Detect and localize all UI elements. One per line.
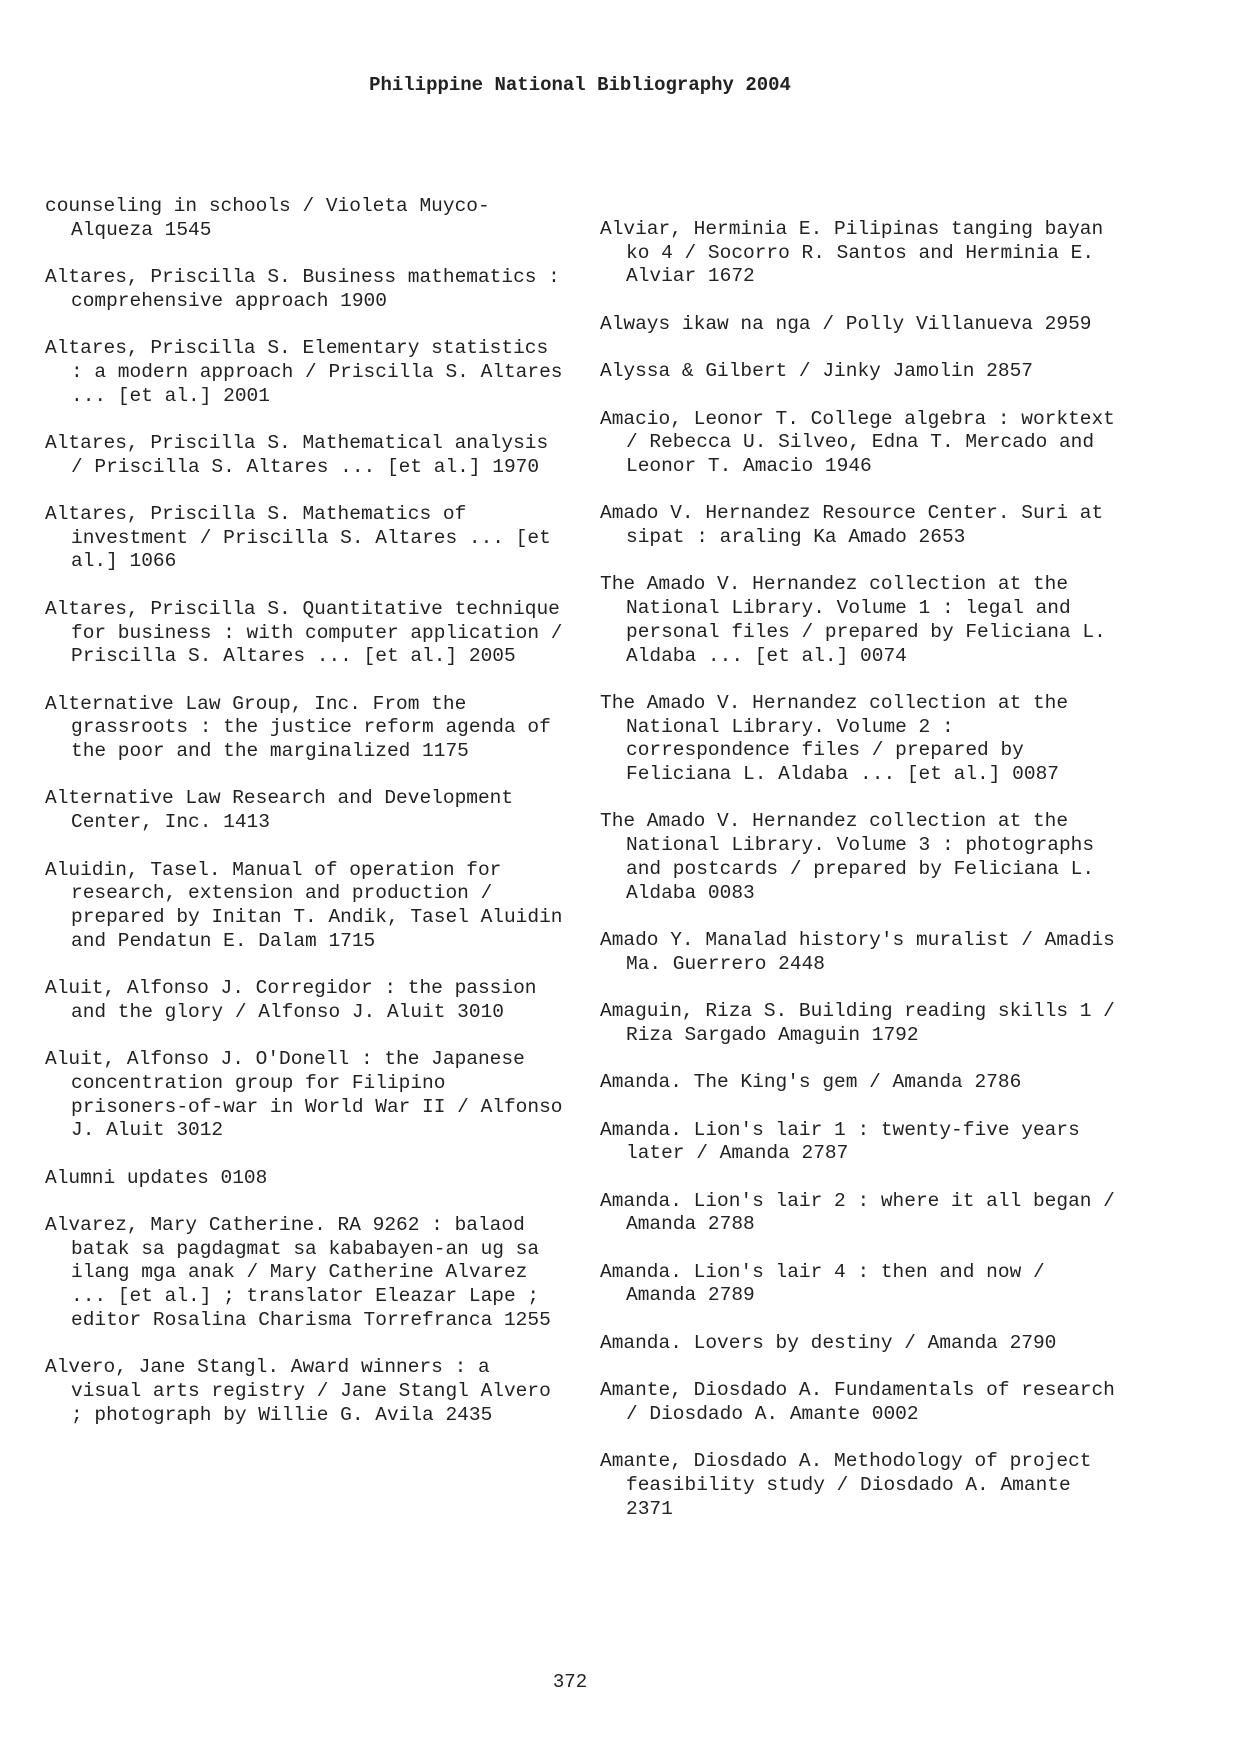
bibliography-entry: Aluidin, Tasel. Manual of operation for research, extension and production / prepared by Initan T. Andik, Tasel Aluidin and Pendatun E. Dalam 1715 bbox=[45, 858, 563, 952]
bibliography-entry: Altares, Priscilla S. Elementary statistics : a modern approach / Priscilla S. Altares ... [et al.] 2001 bbox=[45, 337, 563, 407]
bibliography-entry: Amanda. The King's gem / Amanda 2786 bbox=[600, 1071, 1022, 1094]
bibliography-entry: Alvero, Jane Stangl. Award winners : a visual arts registry / Jane Stangl Alvero ; photograph by Willie G. Avila 2435 bbox=[45, 1356, 551, 1426]
bibliography-entry: Amanda. Lion's lair 2 : where it all began / Amanda 2788 bbox=[600, 1189, 1115, 1236]
bibliography-entry: Amado V. Hernandez Resource Center. Suri at sipat : araling Ka Amado 2653 bbox=[600, 502, 1104, 549]
right-column bbox=[600, 195, 1120, 1545]
bibliography-entry: Altares, Priscilla S. Quantitative technique for business : with computer application / Priscilla S. Altares ... [et al.] 2005 bbox=[45, 597, 563, 668]
bibliography-entry: The Amado V. Hernandez collection at the National Library. Volume 1 : legal and personal files / prepared by Feliciana L. Aldaba ... [et al.] 0074 bbox=[600, 573, 1106, 667]
bibliography-entry: Amado Y. Manalad history's muralist / Amadis Ma. Guerrero 2448 bbox=[600, 928, 1115, 975]
bibliography-entry: counseling in schools / Violeta Muyco-Alqueza 1545 bbox=[45, 195, 490, 241]
page-number: 372 bbox=[552, 1671, 588, 1693]
bibliography-entry: Amanda. Lion's lair 1 : twenty-five years later / Amanda 2787 bbox=[600, 1118, 1080, 1165]
bibliography-entry: Alternative Law Research and Development Center, Inc. 1413 bbox=[45, 787, 514, 834]
bibliography-entry: Amacio, Leonor T. College algebra : worktext / Rebecca U. Silveo, Edna T. Mercado and Leonor T. Amacio 1946 bbox=[600, 407, 1115, 477]
bibliography-entry: Altares, Priscilla S. Business mathematics : comprehensive approach 1900 bbox=[45, 266, 560, 312]
bibliography-entry: Amanda. Lovers by destiny / Amanda 2790 bbox=[600, 1331, 1057, 1354]
bibliography-entry: Aluit, Alfonso J. O'Donell : the Japanese concentration group for Filipino prisoners-of-war in World War II / Alfonso J. Aluit 3012 bbox=[45, 1048, 563, 1142]
left-column bbox=[45, 195, 565, 1451]
bibliography-entry: Alternative Law Group, Inc. From the grassroots : the justice reform agenda of the poor and the marginalized 1175 bbox=[45, 692, 551, 763]
bibliography-entry: Altares, Priscilla S. Mathematics of investment / Priscilla S. Altares ... [et al.] 1066 bbox=[45, 503, 551, 573]
bibliography-entry: Amanda. Lion's lair 4 : then and now / Amanda 2789 bbox=[600, 1260, 1045, 1307]
bibliography-entry: The Amado V. Hernandez collection at the National Library. Volume 2 : correspondence files / prepared by Feliciana L. Aldaba ... [et al.] 0087 bbox=[600, 691, 1069, 786]
bibliography-entry: Amante, Diosdado A. Fundamentals of research / Diosdado A. Amante 0002 bbox=[600, 1379, 1115, 1425]
bibliography-entry: Amante, Diosdado A. Methodology of project feasibility study / Diosdado A. Amante 2371 bbox=[600, 1450, 1092, 1520]
bibliography-entry: Aluit, Alfonso J. Corregidor : the passion and the glory / Alfonso J. Aluit 3010 bbox=[45, 977, 537, 1023]
bibliography-entry: Alyssa & Gilbert / Jinky Jamolin 2857 bbox=[600, 360, 1033, 383]
bibliography-entry: Alvarez, Mary Catherine. RA 9262 : balaod batak sa pagdagmat sa kababayen-an ug sa ilang mga anak / Mary Catherine Alvarez ... [et al.] ; translator Eleazar Lape ; editor Rosalina Charisma Torrefranca 1255 bbox=[45, 1214, 551, 1331]
bibliography-entry: Alviar, Herminia E. Pilipinas tanging bayan ko 4 / Socorro R. Santos and Herminia E. Alviar 1672 bbox=[600, 218, 1104, 288]
bibliography-entry: Always ikaw na nga / Polly Villanueva 2959 bbox=[600, 312, 1092, 335]
page-title: Philippine National Bibliography 2004 bbox=[369, 74, 791, 96]
bibliography-entry: The Amado V. Hernandez collection at the National Library. Volume 3 : photographs and postcards / prepared by Feliciana L. Aldaba 0083 bbox=[600, 810, 1095, 904]
bibliography-entry: Alumni updates 0108 bbox=[45, 1166, 268, 1189]
bibliography-entry: Amaguin, Riza S. Building reading skills 1 / Riza Sargado Amaguin 1792 bbox=[600, 1000, 1115, 1046]
bibliography-entry: Altares, Priscilla S. Mathematical analysis / Priscilla S. Altares ... [et al.] 1970 bbox=[45, 431, 549, 478]
